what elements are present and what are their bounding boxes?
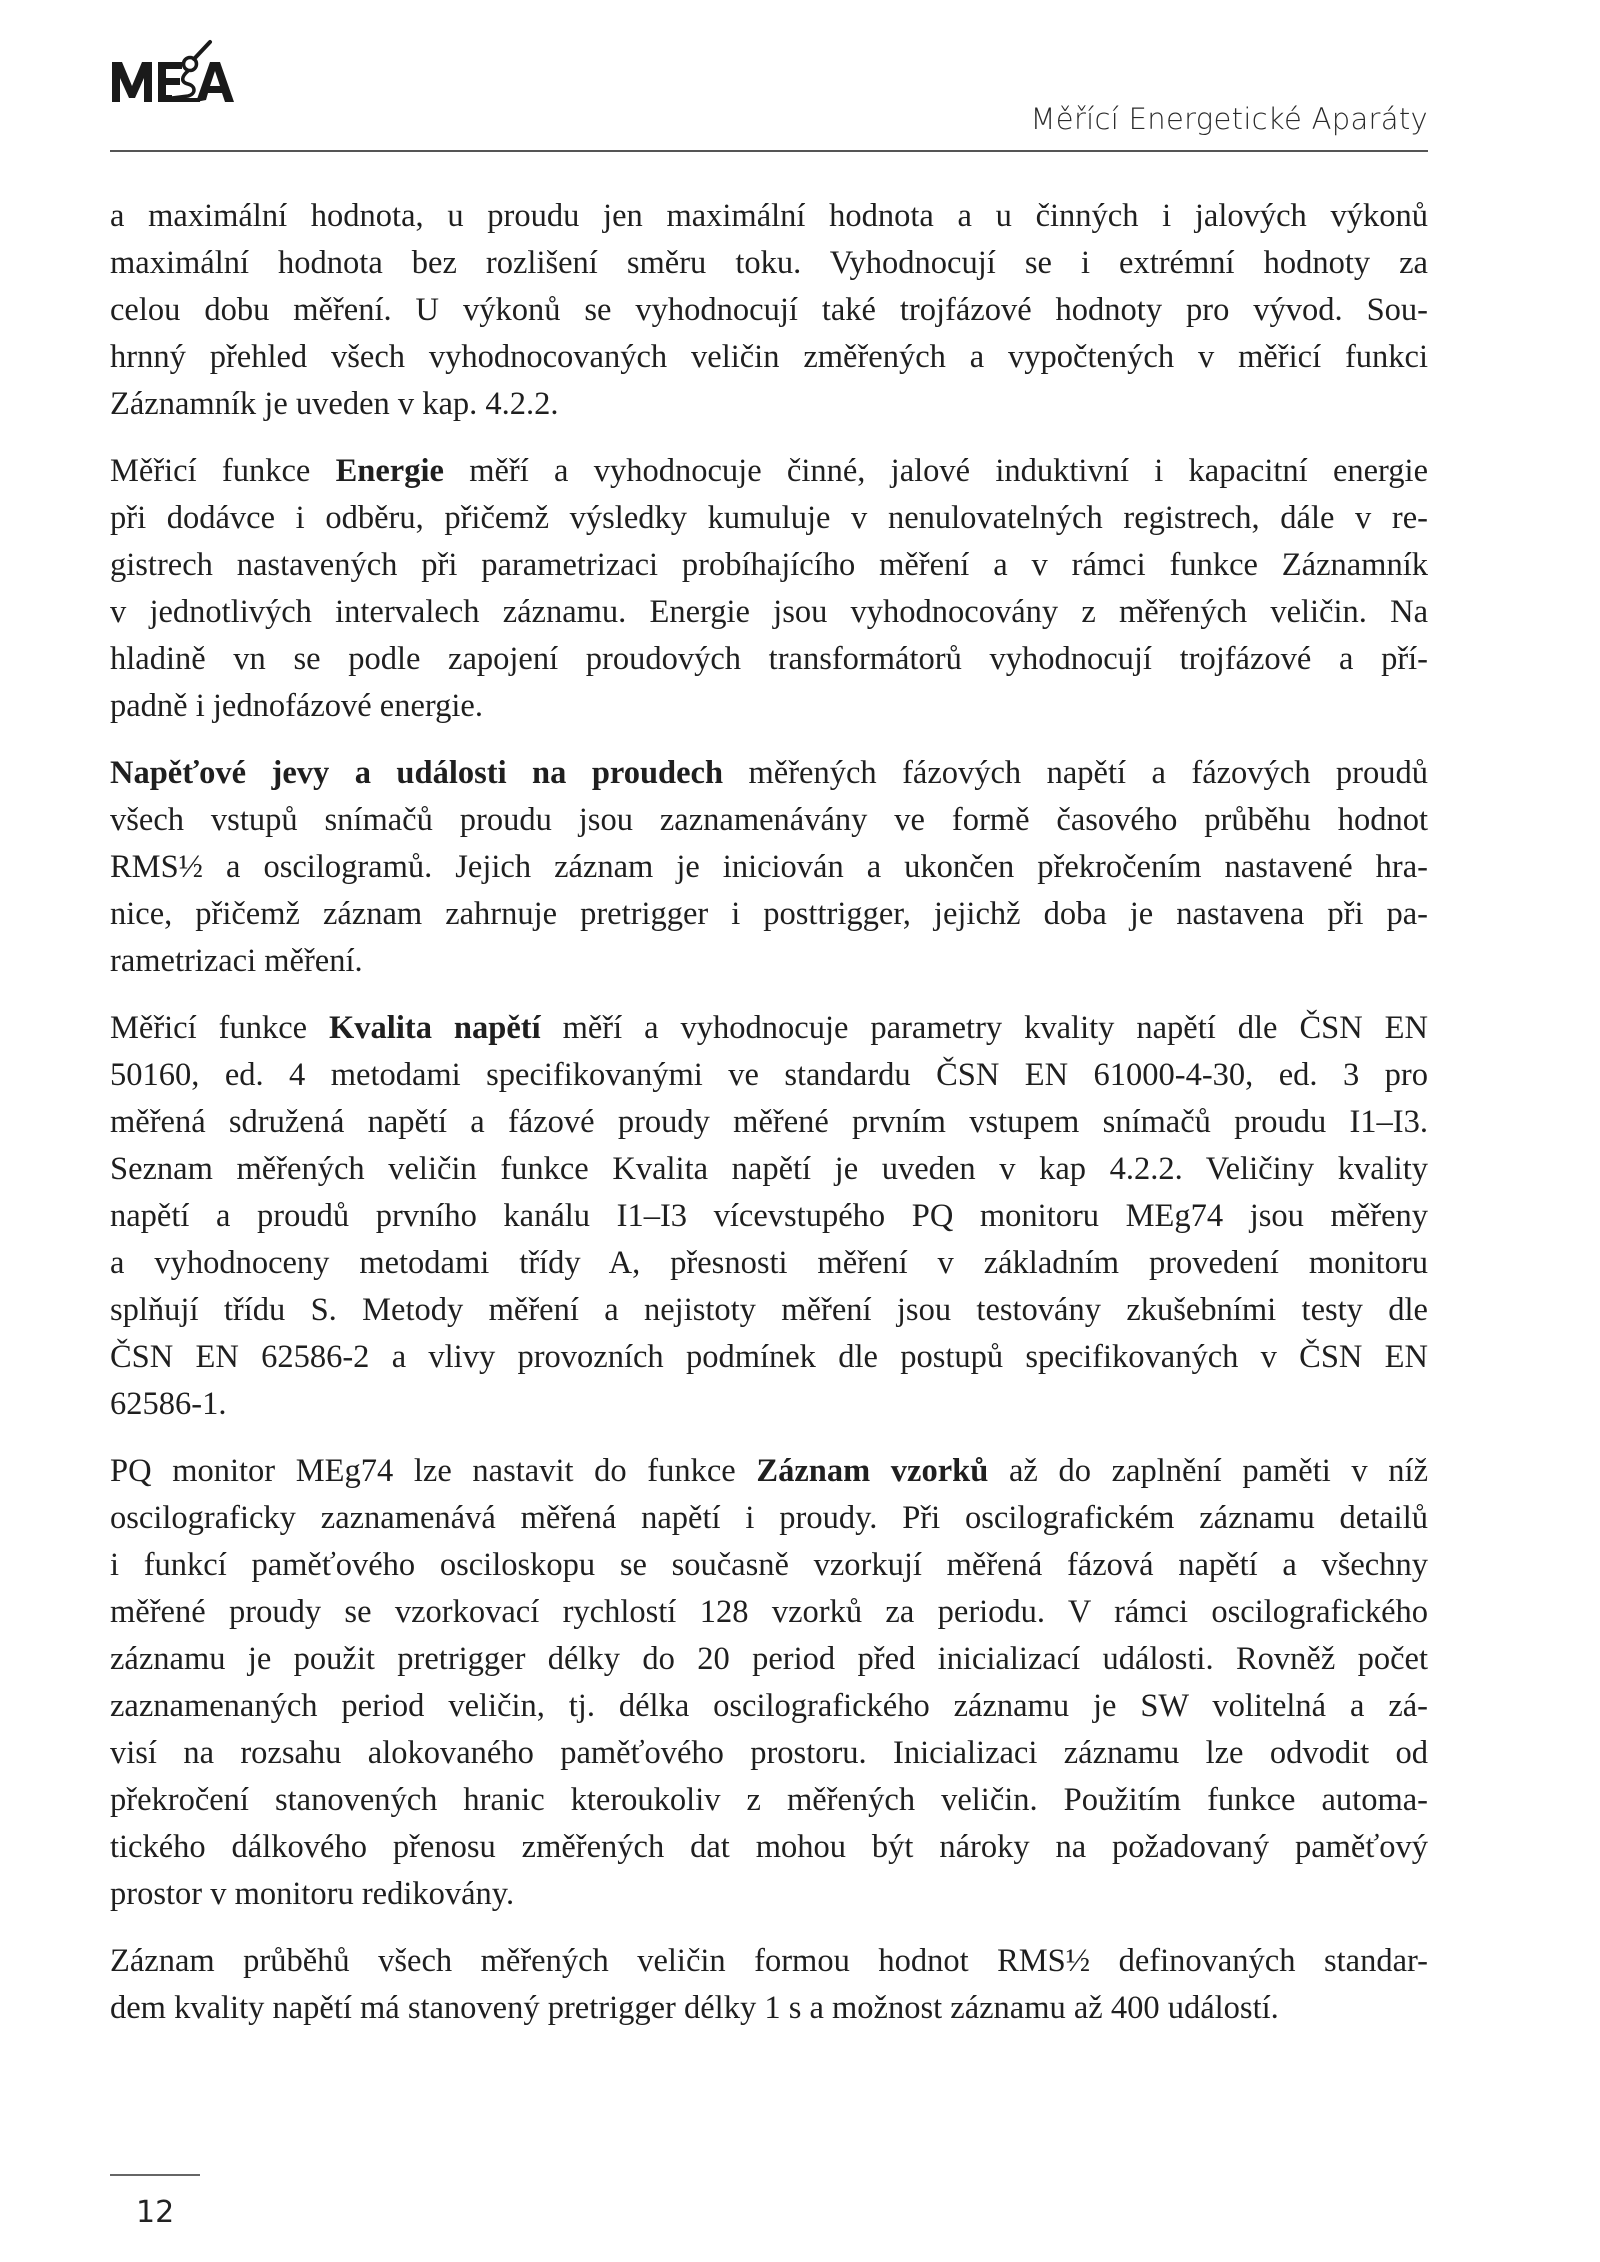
- text-line: [110, 797, 1428, 844]
- paragraph: [110, 1448, 1428, 1918]
- text-line: [110, 1824, 1428, 1871]
- text-line: [110, 1146, 1428, 1193]
- paragraph-text: až do zaplnění paměti v níž: [988, 1453, 1429, 1489]
- text-line: [110, 542, 1428, 589]
- paragraph-text: měří a vyhodnocuje parametry kvality napětí dle ČSN EN: [540, 1010, 1428, 1046]
- text-line: [110, 1542, 1428, 1589]
- line-text: zaznamenaných period veličin, tj. délka oscilografického záznamu je SW volitelná a zá-: [110, 1688, 1428, 1724]
- bold-term: Energie: [335, 453, 444, 489]
- text-line: [110, 750, 1428, 797]
- text-line: [110, 1871, 1428, 1918]
- text-line: [110, 193, 1428, 240]
- line-text: celou dobu měření. U výkonů se vyhodnocují také trojfázové hodnoty pro vývod. Sou-: [110, 292, 1428, 328]
- line-text: 62586-1.: [110, 1386, 227, 1422]
- footer-divider: [110, 2174, 200, 2176]
- text-line: [110, 1240, 1428, 1287]
- page-header: [110, 30, 1428, 136]
- line-text: nice, přičemž záznam zahrnuje pretrigger i posttrigger, jejichž doba je nastavena při pa-: [110, 896, 1428, 932]
- text-line: [110, 589, 1428, 636]
- text-line: [110, 1777, 1428, 1824]
- text-line: [110, 1636, 1428, 1683]
- paragraph: [110, 448, 1428, 730]
- text-line: [110, 891, 1428, 938]
- text-line: [110, 381, 1428, 428]
- line-text: prostor v monitoru redikovány.: [110, 1876, 515, 1912]
- text-line: [110, 240, 1428, 287]
- text-line: [110, 1589, 1428, 1636]
- line-text: 50160, ed. 4 metodami specifikovanými ve standardu ČSN EN 61000-4-30, ed. 3 pro: [110, 1057, 1428, 1093]
- line-text: a maximální hodnota, u proudu jen maximální hodnota a u činných i jalových výkonů: [110, 198, 1428, 234]
- bold-term: Napěťové jevy a události na proudech: [110, 755, 724, 791]
- text-line: [110, 334, 1428, 381]
- bold-term: Záznam vzorků: [756, 1453, 989, 1489]
- page-number: 12: [136, 2195, 175, 2230]
- line-text: a vyhodnoceny metodami třídy A, přesnosti měření v základním provedení monitoru: [110, 1245, 1428, 1281]
- line-text: dem kvality napětí má stanovený pretrigger délky 1 s a možnost záznamu až 400 událostí.: [110, 1990, 1279, 2026]
- text-line: [110, 683, 1428, 730]
- text-line: [110, 1730, 1428, 1777]
- line-text: záznamu je použit pretrigger délky do 20 period před inicializací události. Rovněž počet: [110, 1641, 1428, 1677]
- line-text: rametrizaci měření.: [110, 943, 363, 979]
- header-title: Měřící Energetické Aparáty: [1030, 102, 1428, 136]
- text-line: [110, 938, 1428, 985]
- line-text: v jednotlivých intervalech záznamu. Energie jsou vyhodnocovány z měřených veličin. Na: [110, 594, 1428, 630]
- line-text: i funkcí paměťového osciloskopu se současně vzorkují měřená fázová napětí a všechny: [110, 1547, 1428, 1583]
- line-text: měřená sdružená napětí a fázové proudy měřené prvním vstupem snímačů proudu I1–I3.: [110, 1104, 1428, 1140]
- paragraph-lead: PQ monitor MEg74 lze nastavit do funkce: [110, 1453, 757, 1489]
- line-text: překročení stanovených hranic kteroukoliv z měřených veličin. Použitím funkce automa-: [110, 1782, 1428, 1818]
- text-line: [110, 636, 1428, 683]
- text-line: [110, 1985, 1428, 2032]
- line-text: hrnný přehled všech vyhodnocovaných veličin změřených a vypočtených v měřicí funkci: [110, 339, 1428, 375]
- paragraph-text: měřených fázových napětí a fázových proudů: [723, 755, 1428, 791]
- line-text: gistrech nastavených při parametrizaci probíhajícího měření a v rámci funkce Záznamník: [110, 547, 1428, 583]
- paragraph: [110, 1005, 1428, 1428]
- text-line: [110, 1052, 1428, 1099]
- text-line: [110, 1005, 1428, 1052]
- line-text: maximální hodnota bez rozlišení směru toku. Vyhodnocují se i extrémní hodnoty za: [110, 245, 1428, 281]
- line-text: visí na rozsahu alokovaného paměťového prostoru. Inicializaci záznamu lze odvodit od: [110, 1735, 1428, 1771]
- text-line: [110, 844, 1428, 891]
- paragraph-lead: Měřicí funkce: [110, 453, 336, 489]
- text-line: [110, 1495, 1428, 1542]
- line-text: Seznam měřených veličin funkce Kvalita napětí je uveden v kap 4.2.2. Veličiny kvality: [110, 1151, 1428, 1187]
- line-text: ČSN EN 62586-2 a vlivy provozních podmínek dle postupů specifikovaných v ČSN EN: [110, 1339, 1428, 1375]
- text-line: [110, 1683, 1428, 1730]
- paragraph-text: měří a vyhodnocuje činné, jalové induktivní i kapacitní energie: [443, 453, 1428, 489]
- line-text: hladině vn se podle zapojení proudových transformátorů vyhodnocují trojfázové a pří-: [110, 641, 1428, 677]
- text-line: [110, 448, 1428, 495]
- text-line: [110, 1334, 1428, 1381]
- text-line: [110, 1938, 1428, 1985]
- paragraph: [110, 193, 1428, 428]
- header-divider: [110, 150, 1428, 152]
- line-text: tického dálkového přenosu změřených dat mohou být nároky na požadovaný paměťový: [110, 1829, 1428, 1865]
- paragraph: [110, 1938, 1428, 2032]
- line-text: padně i jednofázové energie.: [110, 688, 483, 724]
- text-line: [110, 1381, 1428, 1428]
- text-line: [110, 1448, 1428, 1495]
- text-line: [110, 287, 1428, 334]
- line-text: RMS½ a oscilogramů. Jejich záznam je iniciován a ukončen překročením nastavené hra-: [110, 849, 1428, 885]
- text-line: [110, 1193, 1428, 1240]
- document-body: [110, 193, 1428, 2052]
- paragraph-lead: Měřicí funkce: [110, 1010, 330, 1046]
- line-text: při dodávce i odběru, přičemž výsledky kumuluje v nenulovatelných registrech, dále v re-: [110, 500, 1428, 536]
- text-line: [110, 1287, 1428, 1334]
- line-text: splňují třídu S. Metody měření a nejistoty měření jsou testovány zkušebními testy dle: [110, 1292, 1428, 1328]
- line-text: všech vstupů snímačů proudu jsou zaznamenávány ve formě časového průběhu hodnot: [110, 802, 1428, 838]
- bold-term: Kvalita napětí: [329, 1010, 541, 1046]
- text-line: [110, 495, 1428, 542]
- line-text: Záznamník je uveden v kap. 4.2.2.: [110, 386, 559, 422]
- text-line: [110, 1099, 1428, 1146]
- line-text: napětí a proudů prvního kanálu I1–I3 vícevstupého PQ monitoru MEg74 jsou měřeny: [110, 1198, 1428, 1234]
- line-text: oscilograficky zaznamenává měřená napětí i proudy. Při oscilografickém záznamu detailů: [110, 1500, 1428, 1536]
- mega-logo-icon: [110, 30, 245, 110]
- line-text: měřené proudy se vzorkovací rychlostí 128 vzorků za periodu. V rámci oscilografického: [110, 1594, 1428, 1630]
- paragraph: [110, 750, 1428, 985]
- line-text: Záznam průběhů všech měřených veličin formou hodnot RMS½ definovaných standar-: [110, 1943, 1428, 1979]
